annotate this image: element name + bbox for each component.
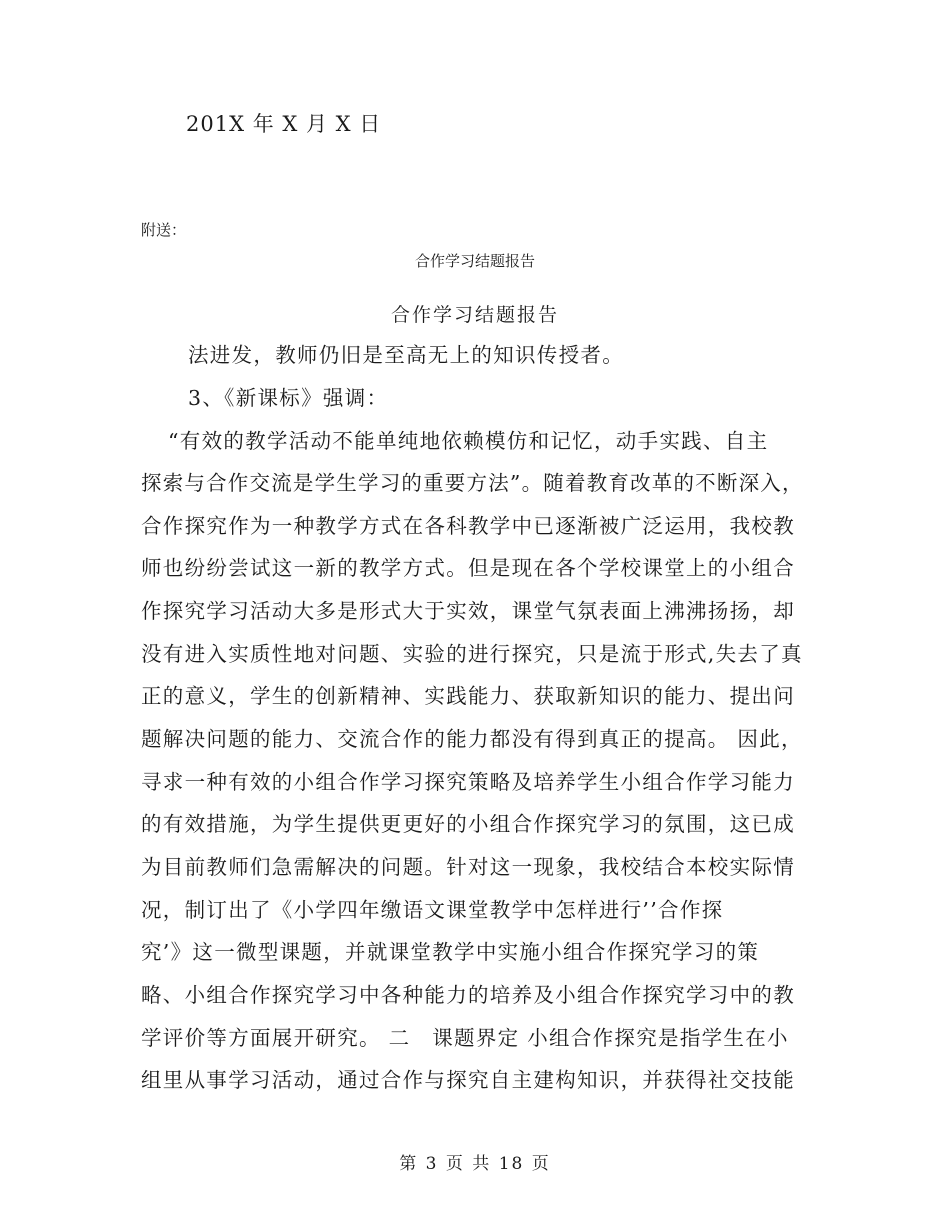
report-title: 合作学习结题报告 [390, 304, 559, 326]
body-line: 的有效措施，为学生提供更更好的小组合作探究学习的氛围，这已成 [141, 812, 795, 836]
body-line: 法进发，教师仍旧是至高无上的知识传授者。 [188, 343, 624, 367]
body-line: 3、《新课标》强调： [188, 386, 389, 410]
body-line: 探索与合作交流是学生学习的重要方法”。随着教育改革的不断深入， [141, 471, 804, 495]
body-line: 略、小组合作探究学习中各种能力的培养及小组合作探究学习中的教 [141, 983, 795, 1007]
body-line: 正的意义，学生的创新精神、实践能力、获取新知识的能力、提出问 [141, 684, 795, 708]
body-line: 师也纷纷尝试这一新的教学方式。但是现在各个学校课堂上的小组合 [141, 556, 795, 580]
body-line: 题解决问题的能力、交流合作的能力都没有得到真正的提高。 因此， [141, 727, 803, 751]
body-line: 合作探究作为一种教学方式在各科教学中已逐渐被广泛运用，我校教 [141, 514, 795, 538]
body-line: 学评价等方面展开研究。 二 课题界定 小组合作探究是指学生在小 [141, 1026, 789, 1050]
body-line: 组里从事学习活动，通过合作与探究自主建构知识，并获得社交技能 [141, 1068, 795, 1092]
body-line: 究’》这一微型课题，并就课堂教学中实施小组合作探究学习的策 [141, 940, 760, 964]
report-title-small: 合作学习结题报告 [414, 252, 535, 270]
body-line: 为目前教师们急需解决的问题。针对这一现象，我校结合本校实际情 [141, 855, 795, 879]
document-date: 201X 年 X 月 X 日 [186, 112, 382, 136]
body-line: 寻求一种有效的小组合作学习探究策略及培养学生小组合作学习能力 [141, 770, 795, 794]
attachment-label: 附送： [141, 221, 187, 239]
body-line: 没有进入实质性地对问题、实验的进行探究，只是流于形式,失去了真 [141, 642, 803, 666]
body-line: 作探究学习活动大多是形式大于实效，课堂气氛表面上沸沸扬扬，却 [141, 599, 795, 623]
page-number: 第 3 页 共 18 页 [399, 1154, 551, 1174]
body-line: “有效的教学活动不能单纯地依赖模仿和记忆，动手实践、自主 [168, 429, 769, 453]
body-line: 况，制订出了《小学四年缴语文课堂教学中怎样进行’’合作探 [141, 898, 724, 922]
